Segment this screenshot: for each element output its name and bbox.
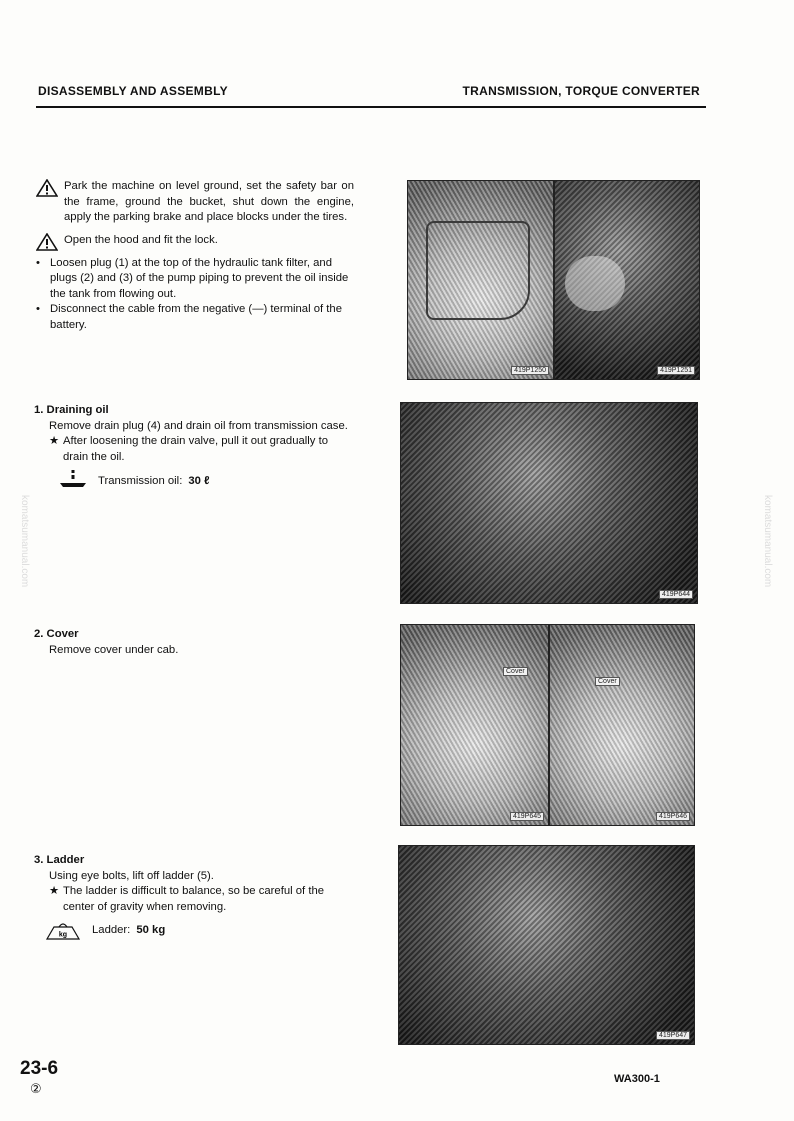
warning-triangle-icon [36, 179, 58, 197]
photo-ladder [398, 845, 695, 1045]
section-3-note-text: The ladder is difficult to balance, so be careful of the center of gravity when removing. [63, 885, 325, 913]
photo-drain-plug [400, 402, 698, 604]
photo-pump-piping [554, 180, 700, 380]
bullet-1 [36, 256, 354, 303]
section-3-title: 3. Ladder [34, 854, 85, 866]
star-icon: ★ [49, 435, 60, 447]
section-1-note-text: After loosening the drain valve, pull it out gradually to drain the oil. [63, 435, 329, 463]
revision-mark: ② [30, 1081, 42, 1096]
star-icon: ★ [49, 885, 60, 897]
photo-code: 419P1251 [657, 366, 695, 375]
bullet-dot: • [36, 303, 40, 315]
warning-triangle-icon [36, 233, 58, 251]
header-chapter-title: TRANSMISSION, TORQUE CONVERTER [462, 84, 700, 98]
section-1-spec-value: 30 ℓ [188, 474, 210, 487]
section-draining-oil [34, 403, 354, 489]
section-1-note [49, 434, 354, 465]
section-1-text: Remove drain plug (4) and drain oil from transmission case. [49, 419, 348, 432]
warning-2-text: Open the hood and fit the lock. [64, 233, 218, 246]
photo-detail-tank [565, 256, 625, 311]
photo-code: 419P644 [659, 590, 693, 599]
watermark-left: komatsumanual.com [19, 495, 30, 588]
watermark-right: komatsumanual.com [762, 495, 773, 588]
section-3-note [49, 884, 354, 915]
section-ladder [34, 853, 354, 941]
section-3-spec [44, 921, 354, 941]
section-cover [34, 627, 354, 658]
warning-1 [36, 179, 354, 226]
weight-kg-icon [44, 921, 82, 941]
photo-detail-plate [426, 221, 530, 320]
photo-label-cover: Cover [503, 667, 528, 676]
page-number: 23-6 [20, 1058, 59, 1079]
section-3-text: Using eye bolts, lift off ladder (5). [49, 869, 214, 882]
section-1-spec [58, 469, 354, 489]
model-number: WA300-1 [614, 1073, 660, 1085]
section-1-title: 1. Draining oil [34, 404, 109, 416]
photo-code: 419P646 [656, 812, 690, 821]
header-section-title: DISASSEMBLY AND ASSEMBLY [38, 84, 228, 98]
warning-1-text: Park the machine on level ground, set the safety bar on the frame, ground the bucket, shut down the engine, apply the parking brake and place blocks under the tires. [64, 180, 354, 223]
section-2-text: Remove cover under cab. [49, 643, 179, 656]
bullet-2-text: Disconnect the cable from the negative (—) terminal of the battery. [50, 303, 342, 331]
oil-drain-icon [58, 469, 88, 489]
photo-label-cover: Cover [595, 677, 620, 686]
section-2-title: 2. Cover [34, 628, 79, 640]
section-3-spec-value: 50 kg [136, 924, 166, 937]
photo-code: 419P1250 [511, 366, 549, 375]
bullet-dot: • [36, 256, 40, 269]
photo-code: 419P647 [656, 1031, 690, 1040]
weight-icon-text: kg [58, 931, 68, 939]
bullet-1-text: Loosen plug (1) at the top of the hydraulic tank filter, and plugs (2) and (3) of the pump piping to prevent the oil inside the tank from flowing out. [50, 256, 349, 300]
section-3-spec-label: Ladder: [92, 924, 131, 937]
warning-2 [36, 233, 354, 251]
bullet-2 [36, 302, 354, 333]
section-1-spec-label: Transmission oil: [98, 474, 183, 487]
photo-cover-right [549, 624, 695, 826]
intro-block [36, 179, 354, 333]
photo-code: 419P645 [510, 812, 544, 821]
photo-hydraulic-tank-filter [407, 180, 554, 380]
photo-cover-left [400, 624, 549, 826]
header-rule [36, 106, 706, 108]
